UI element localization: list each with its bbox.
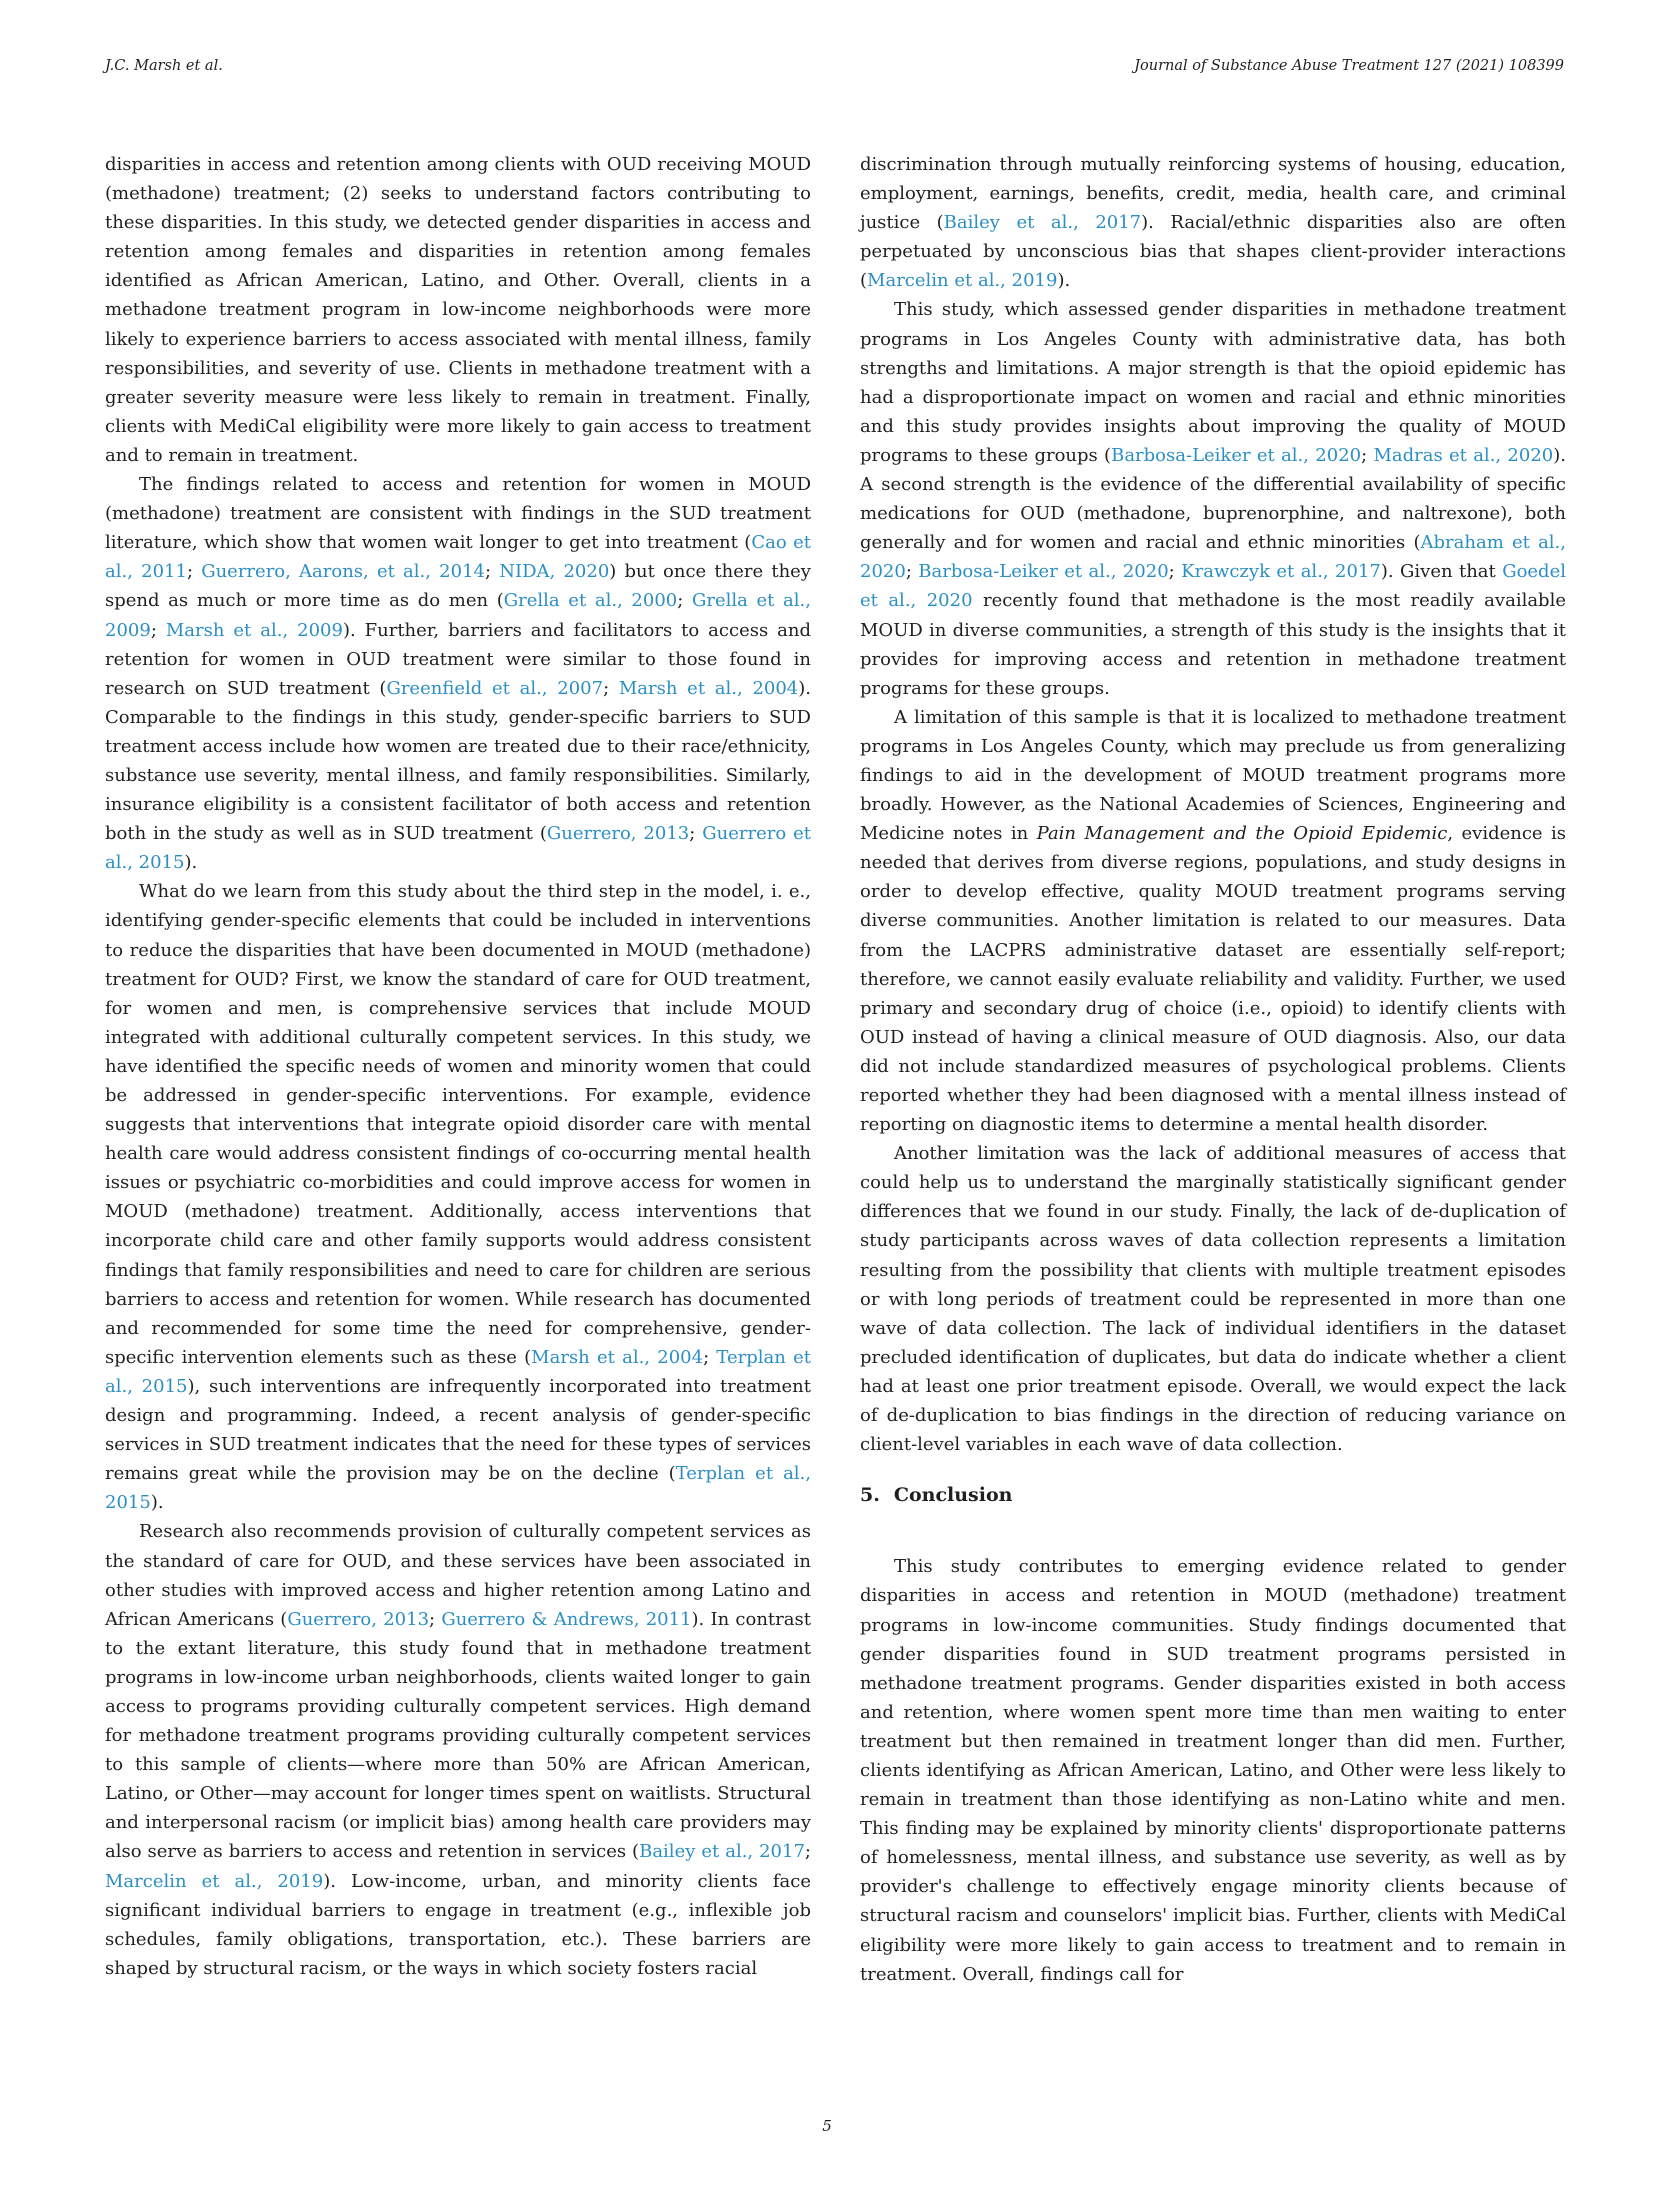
citation-link[interactable]: NIDA, 2020 <box>499 561 610 583</box>
text: ). Given that <box>1380 561 1503 583</box>
section-title: Conclusion <box>893 1484 1013 1507</box>
citation-link[interactable]: Barbosa-Leiker et al., 2020 <box>918 561 1169 583</box>
paragraph <box>105 470 811 877</box>
text: ). Comparable to the findings in this study, gender-specific barriers to SUD treatment access include how women are treated due to their race/ethnicity, substance use severity, mental illness, and family responsibilities. Similarly, insurance eligibility is a consistent facilitator of both access and retention both in the study as well as in SUD treatment ( <box>105 677 812 845</box>
citation-link[interactable]: Barbosa-Leiker et al., 2020 <box>1111 444 1362 466</box>
text: Another limitation was the lack of additional measures of access that could help us to understand the marginally statistically significant gender differences that we found in our study. Finally, the lack of de-duplication of study participants across waves of data collection represents a limitation resulting from the possibility that clients with multiple treatment episodes or with long periods of treatment could be represented in more than one wave of data collection. The lack of individual identifiers in the dataset precluded identification of duplicates, but data do indicate whether a client had at least one prior treatment episode. Overall, we would expect the lack of de-duplication to bias findings in the direction of reducing variance on client-level variables in each wave of data collection. <box>860 1143 1566 1456</box>
text: ; <box>703 1346 717 1368</box>
citation-link[interactable]: Bailey et al., 2017 <box>639 1841 805 1863</box>
paragraph <box>860 150 1566 295</box>
citation-link[interactable]: Guerrero & Andrews, 2011 <box>441 1608 692 1630</box>
citation-link[interactable]: Madras et al., 2020 <box>1373 444 1554 466</box>
text: ), such interventions are infrequently incorporated into treatment design and programming. Indeed, a recent analysis of gender-specific services in SUD treatment indicates that the need for these types of services remains great while the provision may be on the decline ( <box>105 1375 811 1485</box>
text: ). Further, barriers and facilitators to access and retention for women in OUD treatment were similar to those found in research on SUD treatment ( <box>105 619 811 699</box>
citation-link[interactable]: Grella et al., 2000 <box>503 590 678 612</box>
text: disparities in access and retention among clients with OUD receiving MOUD (methadone) treatment; (2) seeks to understand factors contributing to these disparities. In this study, we detected gender disparities in access and retention among females and disparities in retention among females identified as African American, Latino, and Other. Overall, clients in a methadone treatment program in low-income neighborhoods were more likely to experience barriers to access associated with mental illness, family responsibilities, and severity of use. Clients in methadone treatment with a greater severity measure were less likely to remain in treatment. Finally, clients with MediCal eligibility were more likely to gain access to treatment and to remain in treatment. <box>105 154 811 466</box>
citation-link[interactable]: Terplan et al., 2015 <box>105 1346 811 1397</box>
citation-link[interactable]: Greenfield et al., 2007 <box>386 677 604 699</box>
citation-link[interactable]: Bailey et al., 2017 <box>943 212 1142 234</box>
text: A limitation of this sample is that it is localized to methadone treatment programs in Los Angeles County, which may preclude us from generalizing findings to aid in the development of MOUD treatment programs more broadly. However, as the National Academies of Sciences, Engineering and Medicine notes in <box>860 706 1566 845</box>
text: ; <box>804 1841 811 1863</box>
page-number: 5 <box>822 2117 832 2135</box>
text: ; <box>484 561 500 583</box>
text: ). <box>1057 270 1071 292</box>
text: ; <box>905 561 919 583</box>
text: ; <box>1361 444 1374 466</box>
book-title: Pain Management and the Opioid Epidemic <box>1036 823 1448 845</box>
text: What do we learn from this study about the third step in the model, i. e., identifying gender-specific elements that could be included in interventions to reduce the disparities that have been documented in MOUD (methadone) treatment for OUD? First, we know the standard of care for OUD treatment, for women and men, is comprehensive services that include MOUD integrated with additional culturally competent services. In this study, we have identified the specific needs of women and minority women that could be addressed in gender-specific interventions. For example, evidence suggests that interventions that integrate opioid disorder care with mental health care would address consistent findings of co-occurring mental health issues or psychiatric co-morbidities and could improve access for women in MOUD (methadone) treatment. Additionally, access interventions that incorporate child care and other family supports would address consistent findings that family responsibilities and need to care for children are serious barriers to access and retention for women. While research has documented and recommended for some time the need for comprehensive, gender-specific intervention elements such as these ( <box>105 881 811 1368</box>
paragraph <box>860 1552 1566 1988</box>
citation-link[interactable]: Goedel et al., 2020 <box>860 561 1566 612</box>
text: ; <box>1168 561 1182 583</box>
paragraph <box>105 150 811 470</box>
header-journal: Journal of Substance Abuse Treatment 127 (2021) 108399 <box>1134 58 1564 74</box>
text: ; <box>150 619 166 641</box>
paragraph <box>860 295 1566 702</box>
running-header <box>105 58 1564 88</box>
citation-link[interactable]: Terplan et al., 2015 <box>105 1463 812 1514</box>
section-heading <box>860 1481 1566 1510</box>
text: , evidence is needed that derives from diverse regions, populations, and study designs in order to develop effective, quality MOUD treatment programs serving diverse communities. Another limitation is related to our measures. Data from the LACPRS administrative dataset are essentially self-report; therefore, we cannot easily evaluate reliability and validity. Further, we used primary and secondary drug of choice (i.e., opioid) to identify clients with OUD instead of having a clinical measure of OUD diagnosis. Also, our data did not include standardized measures of psychological problems. Clients reported whether they had been diagnosed with a mental illness instead of reporting on diagnostic items to determine a mental health disorder. <box>860 823 1566 1136</box>
right-column <box>860 150 1566 1989</box>
paragraph <box>860 703 1566 1139</box>
text: ). <box>184 852 198 874</box>
citation-link[interactable]: Marsh et al., 2004 <box>531 1346 704 1368</box>
header-authors: J.C. Marsh et al. <box>105 58 223 74</box>
text: ). A second strength is the evidence of the differential availability of specific medications for OUD (methadone, buprenorphine, and naltrexone), both generally and for women and racial and ethnic minorities ( <box>860 444 1566 554</box>
text: ; <box>603 677 619 699</box>
text: This study contributes to emerging evidence related to gender disparities in access and retention in MOUD (methadone) treatment programs in low-income communities. Study findings documented that gender disparities found in SUD treatment programs persisted in methadone treatment programs. Gender disparities existed in both access and retention, where women spent more time than men waiting to enter treatment but then remained in treatment longer than did men. Further, clients identifying as African American, Latino, and Other were less likely to remain in treatment than those identifying as non-Latino white and men. This finding may be explained by minority clients' disproportionate patterns of homelessness, mental illness, and substance use severity, as well as by provider's challenge to effectively engage minority clients because of structural racism and counselors' implicit bias. Further, clients with MediCal eligibility were more likely to gain access to treatment and to remain in treatment. Overall, findings call for <box>860 1556 1566 1985</box>
citation-link[interactable]: Guerrero, Aarons, et al., 2014 <box>201 561 485 583</box>
citation-link[interactable]: Krawczyk et al., 2017 <box>1181 561 1381 583</box>
citation-link[interactable]: Guerrero, 2013 <box>546 823 690 845</box>
citation-link[interactable]: Cao et al., 2011 <box>105 532 812 583</box>
text: ; <box>677 590 692 612</box>
text: discrimination through mutually reinforcing systems of housing, education, employment, earnings, benefits, credit, media, health care, and criminal justice ( <box>860 154 1566 234</box>
citation-link[interactable]: Guerrero, 2013 <box>287 1608 430 1630</box>
paragraph <box>105 1517 811 1983</box>
text: ; <box>689 823 703 845</box>
text: ; <box>186 561 202 583</box>
text: Research also recommends provision of culturally competent services as the standard of care for OUD, and these services have been associated in other studies with improved access and higher retention among Latino and African Americans ( <box>105 1521 811 1630</box>
left-column <box>105 150 811 1983</box>
citation-link[interactable]: Grella et al., 2009 <box>105 590 811 641</box>
citation-link[interactable]: Guerrero et al., 2015 <box>105 823 811 874</box>
citation-link[interactable]: Marcelin et al., 2019 <box>867 270 1058 292</box>
text: This study, which assessed gender disparities in methadone treatment programs in Los Angeles County with administrative data, has both strengths and limitations. A major strength is that the opioid epidemic has had a disproportionate impact on women and racial and ethnic minorities and this study provides insights about improving the quality of MOUD programs to these groups ( <box>860 299 1566 466</box>
paragraph <box>860 1139 1566 1459</box>
text: ). In contrast to the extant literature, this study found that in methadone treatment programs in low-income urban neighborhoods, clients waited longer to gain access to programs providing culturally competent services. High demand for methadone treatment programs providing culturally competent services to this sample of clients—where more than 50% are African American, Latino, or Other—may account for longer times spent on waitlists. Structural and interpersonal racism (or implicit bias) among health care providers may also serve as barriers to access and retention in services ( <box>105 1608 811 1863</box>
citation-link[interactable]: Marcelin et al., 2019 <box>105 1870 324 1892</box>
citation-link[interactable]: Marsh et al., 2004 <box>618 677 799 699</box>
text: The findings related to access and retention for women in MOUD (methadone) treatment are consistent with findings in the SUD treatment literature, which show that women wait longer to get into treatment ( <box>105 474 811 554</box>
citation-link[interactable]: Marsh et al., 2009 <box>165 619 343 641</box>
citation-link[interactable]: Abraham et al., 2020 <box>860 532 1566 583</box>
text: ; <box>429 1608 442 1630</box>
text: ) but once there they spend as much or more time as do men ( <box>105 561 811 612</box>
text: recently found that methadone is the most readily available MOUD in diverse communities, a strength of this study is the insights that it provides for improving access and retention in methadone treatment programs for these groups. <box>860 590 1566 699</box>
text: ). Low-income, urban, and minority clients face significant individual barriers to engage in treatment (e.g., inflexible job schedules, family obligations, transportation, etc.). These barriers are shaped by structural racism, or the ways in which society fosters racial <box>105 1870 811 1979</box>
section-number: 5. <box>860 1484 880 1507</box>
text: ). Racial/ethnic disparities also are often perpetuated by unconscious bias that shapes client-provider interactions ( <box>860 212 1566 292</box>
paragraph <box>105 877 811 1517</box>
text: ). <box>150 1492 164 1514</box>
